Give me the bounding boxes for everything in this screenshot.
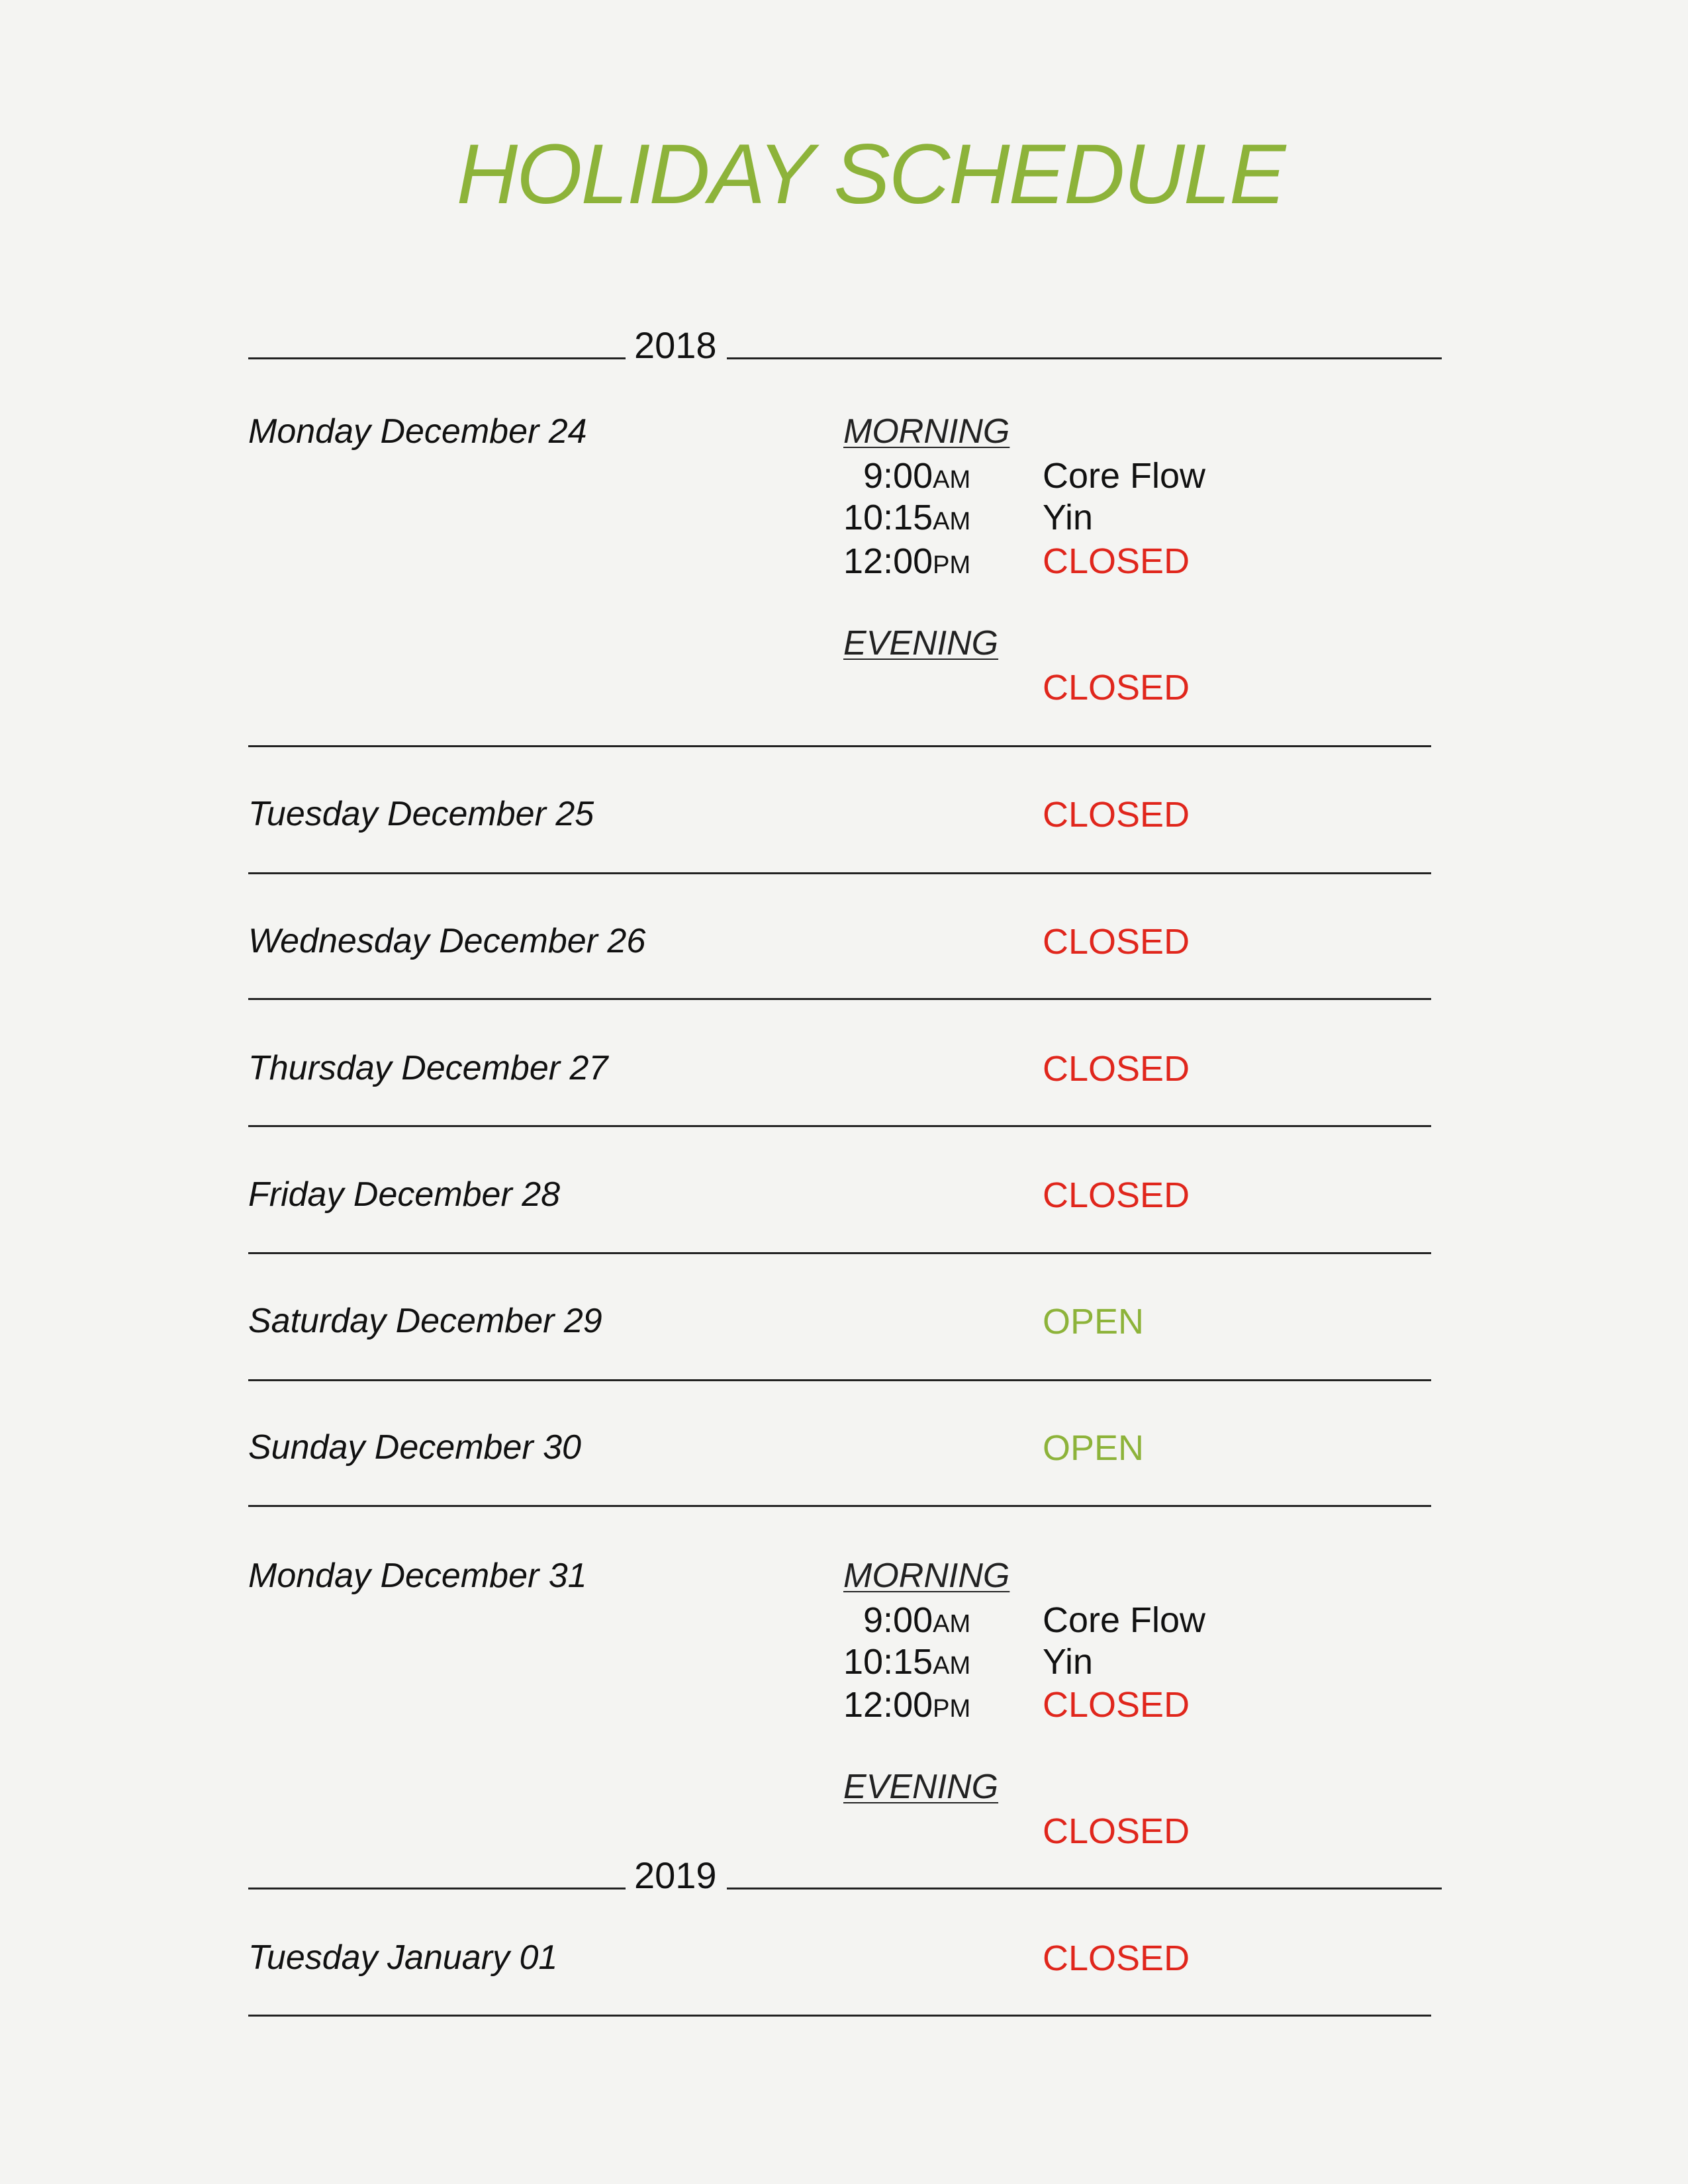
closed-status: CLOSED — [1043, 541, 1190, 581]
day-label: Monday December 31 — [248, 1557, 587, 1595]
row-divider — [248, 998, 1431, 1000]
evening-label: EVENING — [843, 624, 999, 662]
class-time: 12:00PM — [843, 541, 971, 581]
closed-status: CLOSED — [1043, 795, 1190, 835]
day-label: Tuesday January 01 — [248, 1938, 558, 1977]
row-divider — [248, 1379, 1431, 1381]
closed-status: CLOSED — [1043, 1811, 1190, 1851]
day-label: Monday December 24 — [248, 412, 587, 451]
closed-status: CLOSED — [1043, 922, 1190, 962]
row-divider — [248, 1252, 1431, 1254]
year-divider-left-line — [248, 1888, 626, 1889]
row-divider — [248, 1505, 1431, 1507]
day-label: Sunday December 30 — [248, 1428, 581, 1467]
row-divider — [248, 745, 1431, 747]
day-label: Wednesday December 26 — [248, 922, 646, 960]
class-time: 12:00PM — [843, 1685, 971, 1725]
class-time: 10:15AM — [843, 1642, 971, 1682]
year-label-2019: 2019 — [634, 1854, 717, 1896]
day-label: Saturday December 29 — [248, 1302, 602, 1340]
closed-status: CLOSED — [1043, 1938, 1190, 1978]
class-name: Core Flow — [1043, 456, 1206, 496]
class-name: Yin — [1043, 1642, 1094, 1682]
closed-status: CLOSED — [1043, 1049, 1190, 1089]
class-time: 9:00AM — [863, 456, 971, 496]
day-label: Thursday December 27 — [248, 1049, 608, 1087]
open-status: OPEN — [1043, 1302, 1145, 1342]
day-label: Tuesday December 25 — [248, 795, 594, 833]
closed-status: CLOSED — [1043, 1175, 1190, 1215]
open-status: OPEN — [1043, 1428, 1145, 1468]
class-name: Core Flow — [1043, 1600, 1206, 1640]
row-divider — [248, 2015, 1431, 2017]
morning-label: MORNING — [843, 412, 1010, 451]
class-name: Yin — [1043, 498, 1094, 537]
row-divider — [248, 872, 1431, 874]
row-divider — [248, 1125, 1431, 1127]
morning-label: MORNING — [843, 1557, 1010, 1595]
class-time: 9:00AM — [863, 1600, 971, 1640]
year-divider-left-line — [248, 357, 626, 359]
closed-status: CLOSED — [1043, 668, 1190, 707]
closed-status: CLOSED — [1043, 1685, 1190, 1725]
year-divider-right-line — [727, 357, 1442, 359]
class-time: 10:15AM — [843, 498, 971, 537]
page-title: HOLIDAY SCHEDULE — [456, 127, 1285, 222]
year-divider-right-line — [727, 1888, 1442, 1889]
year-label-2018: 2018 — [634, 324, 717, 366]
evening-label: EVENING — [843, 1768, 999, 1806]
day-label: Friday December 28 — [248, 1175, 561, 1214]
